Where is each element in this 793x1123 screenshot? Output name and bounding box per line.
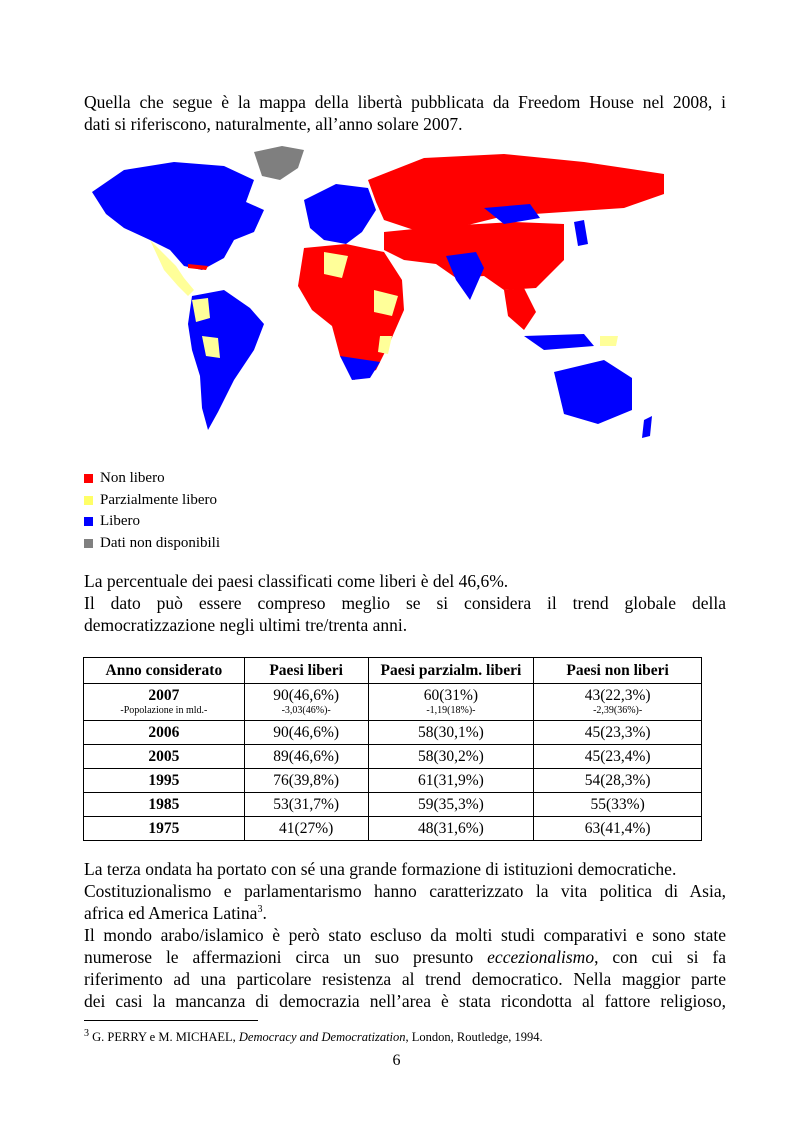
cell-partly: 58(30,2%) [368, 745, 534, 769]
cell-not [534, 684, 702, 721]
cell-year [84, 684, 245, 721]
cell-not: 63(41,4%) [534, 817, 702, 841]
cell-not: 45(23,3%) [534, 721, 702, 745]
table-row [84, 769, 702, 793]
cell-free: 53(31,7%) [244, 793, 368, 817]
page-number: 6 [392, 1052, 401, 1069]
footnote-ref: 3 [257, 904, 263, 916]
para3-line-3-text: africa ed America Latina [84, 903, 258, 923]
footnote-title: Democracy and Democratization [238, 1030, 406, 1044]
para3-line-5-a: numerose le affermazioni circa un suo presunto [84, 947, 488, 967]
cell-year: 2006 [84, 721, 245, 745]
legend-swatch-gray [84, 539, 93, 548]
cell-not: 55(33%) [534, 793, 702, 817]
footnote-authors: G. PERRY e M. MICHAEL, [89, 1030, 239, 1044]
population-note: -Popolazione in mld.- [120, 705, 208, 716]
cell-partly: 48(31,6%) [368, 817, 534, 841]
footnote [84, 1027, 543, 1045]
not-value: 43(22,3%) [584, 687, 651, 704]
para3-line-3-end: . [262, 903, 267, 923]
table-row [84, 817, 702, 841]
cell-partly: 61(31,9%) [368, 769, 534, 793]
cell-partly: 59(35,3%) [368, 793, 534, 817]
para2-line-2: Il dato può essere compreso meglio se si considera il trend globale della [84, 593, 726, 613]
cell-free [244, 684, 368, 721]
intro-line-1: Quella che segue è la mappa della libertà pubblicata da Freedom House nel 2008, i [84, 92, 726, 112]
legend-item-libero [84, 511, 220, 533]
footnote-rest: , London, Routledge, 1994. [405, 1030, 543, 1044]
cell-year: 1975 [84, 817, 245, 841]
table-row-2007 [84, 684, 702, 721]
legend-label: Parzialmente libero [100, 491, 218, 508]
year-value: 2007 [148, 687, 180, 704]
footnote-separator [84, 1020, 258, 1021]
legend-label: Non libero [100, 470, 165, 486]
cell-year: 1995 [84, 769, 245, 793]
header-anno: Anno considerato [84, 658, 245, 684]
para3-line-3 [84, 902, 726, 924]
cell-free: 76(39,8%) [244, 769, 368, 793]
legend-label: Libero [100, 513, 140, 529]
cell-not: 54(28,3%) [534, 769, 702, 793]
para3-line-7: dei casi la mancanza di democrazia nell’area è stata ricondotta al fattore religioso, [84, 991, 726, 1011]
header-parzialm: Paesi parzialm. liberi [368, 658, 534, 684]
para3-line-6: riferimento ad una particolare resistenza al trend democratico. Nella maggior parte [84, 969, 726, 989]
header-non-liberi: Paesi non liberi [534, 658, 702, 684]
intro-line-2: dati si riferiscono, naturalmente, all’anno solare 2007. [84, 114, 463, 134]
partly-pop: -1,19(18%)- [426, 705, 476, 716]
para2-line-3: democratizzazione negli ultimi tre/trenta anni. [84, 615, 408, 635]
cell-free: 41(27%) [244, 817, 368, 841]
para3-line-5-b: , con cui si fa [594, 947, 726, 967]
intro-paragraph [84, 91, 726, 135]
table-header-row [84, 658, 702, 684]
table-row [84, 745, 702, 769]
table-row [84, 793, 702, 817]
free-value: 90(46,6%) [273, 687, 340, 704]
legend-item-dati-non-disponibili [84, 533, 220, 555]
png-shape [600, 336, 618, 346]
cell-free: 89(46,6%) [244, 745, 368, 769]
para3-line-5 [84, 946, 726, 968]
para3-line-2: Costituzionalismo e parlamentarismo hanno caratterizzato la vita politica di Asia, [84, 881, 726, 901]
partly-value: 60(31%) [423, 687, 479, 704]
cell-partly [368, 684, 534, 721]
footnote-number: 3 [84, 1027, 89, 1039]
legend-item-non-libero [84, 468, 220, 490]
freedom-table [83, 657, 702, 841]
para3-line-4: Il mondo arabo/islamico è però stato escluso da molti studi comparativi e sono state [84, 925, 726, 945]
legend-swatch-yellow [84, 496, 93, 505]
legend-label: Dati non disponibili [100, 534, 220, 551]
not-pop: -2,39(36%)- [593, 705, 643, 716]
free-pop: -3,03(46%)- [281, 705, 331, 716]
para3-line-1: La terza ondata ha portato con sé una grande formazione di istituzioni democratiche. [84, 859, 677, 879]
cell-partly: 58(30,1%) [368, 721, 534, 745]
header-liberi: Paesi liberi [244, 658, 368, 684]
para2-line-1: La percentuale dei paesi classificati come liberi è del 46,6%. [84, 571, 509, 591]
table-row [84, 721, 702, 745]
cell-not: 45(23,4%) [534, 745, 702, 769]
cell-year: 1985 [84, 793, 245, 817]
legend-swatch-red [84, 474, 93, 483]
freedom-world-map [84, 140, 678, 442]
paragraph-3 [84, 858, 726, 1012]
legend-item-parzialmente-libero [84, 490, 220, 512]
map-legend [84, 468, 220, 554]
cell-year: 2005 [84, 745, 245, 769]
para3-emphasis: eccezionalismo [487, 947, 595, 967]
paragraph-2 [84, 570, 726, 636]
legend-swatch-blue [84, 517, 93, 526]
cell-free: 90(46,6%) [244, 721, 368, 745]
